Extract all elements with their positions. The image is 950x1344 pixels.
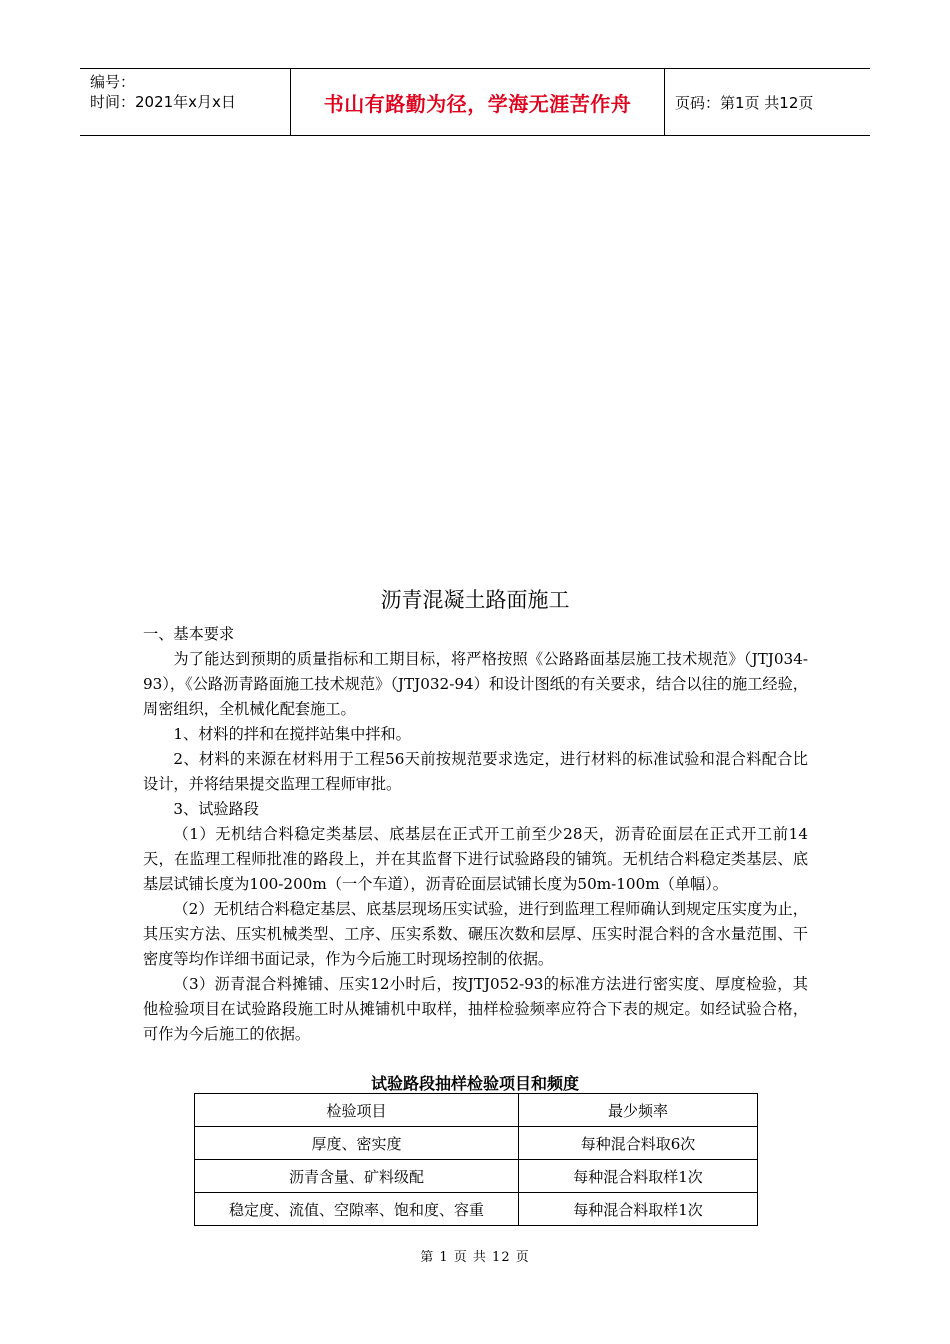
section-heading: 一、基本要求 (143, 625, 235, 643)
table-cell: 每种混合料取样1次 (519, 1160, 758, 1193)
doc-number-label: 编号： (90, 73, 136, 91)
table-cell: 沥青含量、矿料级配 (195, 1160, 519, 1193)
table-cell: 每种混合料取6次 (519, 1127, 758, 1160)
requirement-item-2: 2、材料的来源在材料用于工程56天前按规范要求选定，进行材料的标准试验和混合料配合比设计，并将结果提交监理工程师审批。 (143, 750, 808, 793)
sub-item-2: （2）无机结合料稳定基层、底基层现场压实试验，进行到监理工程师确认到规定压实度为止，其压实方法、压实机械类型、工序、压实系数、碾压次数和层厚、压实时混合料的含水量范围、干密度等均作详细书面记录，作为今后施工时现场控制的依据。 (143, 900, 808, 968)
requirement-item-3: 3、试验路段 (173, 800, 259, 818)
table-row (195, 1127, 758, 1160)
doc-time-label: 时间：2021年x月x日 (90, 93, 236, 111)
table-cell: 厚度、密实度 (195, 1127, 519, 1160)
requirement-item-1: 1、材料的拌和在搅拌站集中拌和。 (173, 725, 411, 743)
document-body (143, 622, 808, 1047)
table-cell: 稳定度、流值、空隙率、饱和度、容重 (195, 1193, 519, 1226)
header-motto: 书山有路勤为径，学海无涯苦作舟 (323, 91, 632, 116)
table-header-cell: 检验项目 (195, 1094, 519, 1127)
table-row (195, 1160, 758, 1193)
inspection-table (194, 1093, 758, 1226)
sub-item-3: （3）沥青混合料摊铺、压实12小时后，按JTJ052-93的标准方法进行密实度、厚度检验，其他检验项目在试验路段施工时从摊铺机中取样，抽样检验频率应符合下表的规定。如经试验合格，可作为今后施工的依据。 (143, 975, 808, 1043)
page-header (80, 68, 870, 136)
intro-paragraph: 为了能达到预期的质量指标和工期目标，将严格按照《公路路面基层施工技术规范》（JTJ034-93），《公路沥青路面施工技术规范》（JTJ032-94）和设计图纸的有关要求，结合以往的施工经验，周密组织，全机械化配套施工。 (143, 650, 808, 718)
document-title: 沥青混凝土路面施工 (380, 588, 570, 612)
header-motto-cell (291, 69, 665, 136)
header-page-info: 页码：第1页 共12页 (665, 69, 871, 136)
sub-item-1: （1）无机结合料稳定类基层、底基层在正式开工前至少28天，沥青砼面层在正式开工前14天，在监理工程师批准的路段上，并在其监督下进行试验路段的铺筑。无机结合料稳定类基层、底基层试铺长度为100-200m（一个车道），沥青砼面层试铺长度为50m-100m（单幅）。 (143, 825, 808, 893)
header-meta (80, 69, 291, 136)
table-cell: 每种混合料取样1次 (519, 1193, 758, 1226)
table-row (195, 1193, 758, 1226)
page-footer: 第 1 页 共 12 页 (420, 1250, 530, 1265)
table-header-row (195, 1094, 758, 1127)
table-title: 试验路段抽样检验项目和频度 (370, 1074, 579, 1093)
table-header-cell: 最少频率 (519, 1094, 758, 1127)
